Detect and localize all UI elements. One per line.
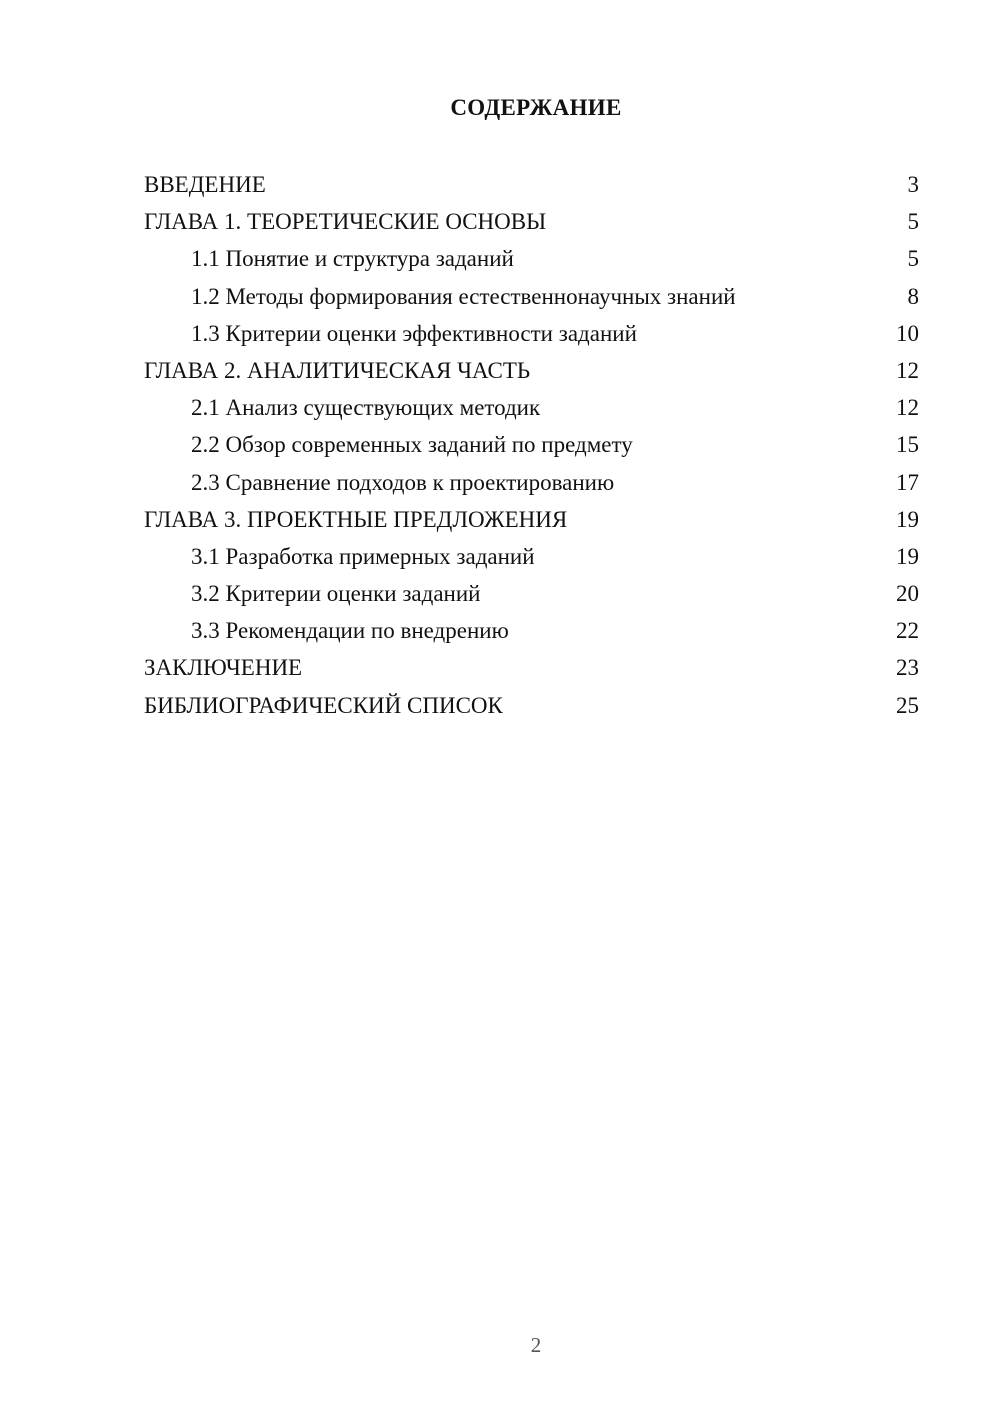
toc-entry-text: 3.2 Критерии оценки заданий [191, 581, 481, 607]
toc-entry-section-3-2 [144, 575, 919, 612]
toc-title: СОДЕРЖАНИЕ [450, 95, 622, 120]
toc-entry-text: 3.1 Разработка примерных заданий [191, 543, 535, 569]
toc-entry-text: ГЛАВА 2. АНАЛИТИЧЕСКАЯ ЧАСТЬ [144, 357, 531, 383]
toc-list [144, 166, 919, 724]
toc-entry-page: 15 [896, 432, 919, 458]
toc-entry-page: 19 [896, 543, 919, 569]
toc-entry-text: 1.2 Методы формирования естественнонаучных знаний [191, 283, 736, 309]
toc-entry-section-1-2 [144, 278, 919, 315]
toc-entry-chapter-3 [144, 501, 919, 538]
page-number: 2 [530, 1333, 542, 1357]
toc-entry-chapter-1 [144, 203, 919, 240]
toc-entry-conclusion [144, 649, 919, 686]
toc-entry-page: 10 [896, 320, 919, 346]
toc-entry-text: ВВЕДЕНИЕ [144, 172, 266, 197]
toc-entry-page: 17 [896, 469, 919, 495]
toc-entry-text: ГЛАВА 3. ПРОЕКТНЫЕ ПРЕДЛОЖЕНИЯ [144, 506, 568, 532]
toc-entry-page: 12 [896, 395, 919, 421]
toc-entry-page: 23 [896, 655, 919, 681]
toc-entry-text: 2.1 Анализ существующих методик [191, 395, 541, 421]
toc-entry-text: 2.2 Обзор современных заданий по предмету [191, 432, 633, 458]
toc-entry-page: 20 [896, 581, 919, 607]
toc-entry-text: 3.3 Рекомендации по внедрению [191, 618, 509, 644]
toc-entry-section-3-3 [144, 612, 919, 649]
toc-entry-page: 25 [896, 692, 919, 718]
toc-entry-introduction [144, 166, 919, 203]
toc-entry-text: 1.3 Критерии оценки эффективности заданий [191, 320, 637, 346]
toc-entry-bibliography [144, 687, 919, 724]
toc-entry-text: БИБЛИОГРАФИЧЕСКИЙ СПИСОК [144, 692, 503, 718]
toc-entry-page: 8 [907, 283, 919, 309]
toc-entry-section-2-2 [144, 426, 919, 463]
toc-entry-page: 5 [907, 246, 919, 272]
toc-entry-text: ЗАКЛЮЧЕНИЕ [144, 655, 303, 681]
toc-entry-section-1-3 [144, 315, 919, 352]
toc-entry-section-2-3 [144, 464, 919, 501]
toc-entry-page: 3 [907, 172, 919, 197]
toc-entry-section-3-1 [144, 538, 919, 575]
toc-entry-text: 2.3 Сравнение подходов к проектированию [191, 469, 615, 495]
toc-entry-section-2-1 [144, 389, 919, 426]
toc-entry-page: 22 [896, 618, 919, 644]
toc-entry-text: 1.1 Понятие и структура заданий [191, 246, 514, 272]
toc-entry-page: 12 [896, 357, 919, 383]
toc-entry-page: 19 [896, 506, 919, 532]
toc-entry-page: 5 [907, 209, 919, 235]
toc-entry-chapter-2 [144, 352, 919, 389]
toc-entry-text: ГЛАВА 1. ТЕОРЕТИЧЕСКИЕ ОСНОВЫ [144, 209, 547, 235]
toc-entry-section-1-1 [144, 240, 919, 277]
